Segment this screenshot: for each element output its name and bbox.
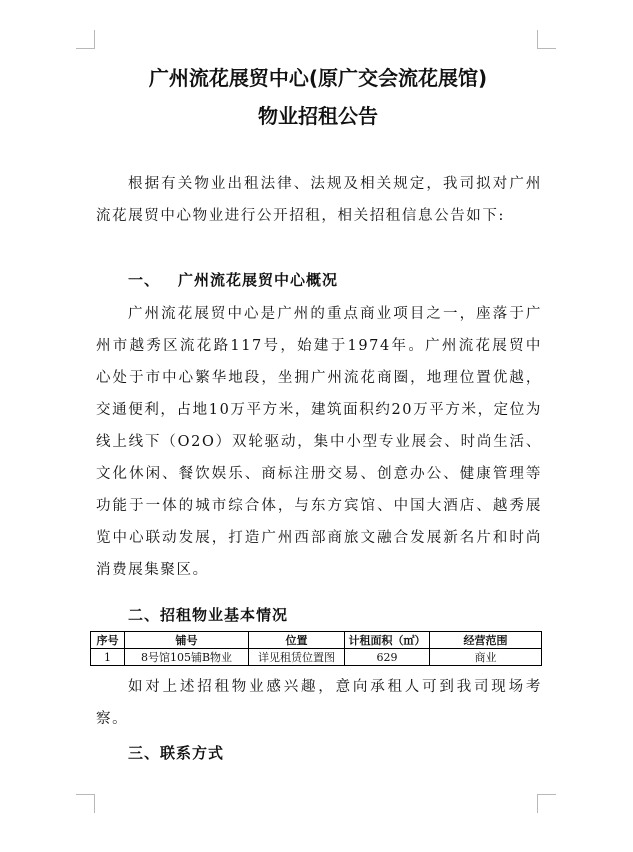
header-shop-no: 铺号: [125, 632, 249, 649]
page-corner-mark-bottom-left: [76, 794, 95, 813]
table-header-row: [91, 632, 542, 649]
section1-number: 一、: [128, 271, 161, 289]
page-corner-mark-top-right: [537, 30, 556, 49]
cell-area: 629: [345, 649, 430, 666]
overview-paragraph: 广州流花展贸中心是广州的重点商业项目之一，座落于广州市越秀区流花路117号，始建于1974年。广州流花展贸中心处于市中心繁华地段，坐拥广州流花商圈，地理位置优越，交通便利，占地10万平方米，建筑面积约20万平方米，定位为线上线下（O2O）双轮驱动，集中小型专业展会、时尚生活、文化休闲、餐饮娱乐、商标注册交易、创意办公、健康管理等功能于一体的城市综合体，与东方宾馆、中国大酒店、越秀展览中心联动发展，打造广州西部商旅文融合发展新名片和时尚消费展集聚区。: [96, 306, 542, 578]
header-location: 位置: [249, 632, 345, 649]
section1-heading: [128, 268, 338, 292]
header-business-scope: 经营范围: [430, 632, 542, 649]
table-row: [91, 649, 542, 666]
section2-heading: 二、招租物业基本情况: [128, 606, 289, 624]
page-corner-mark-top-left: [76, 30, 95, 49]
cell-location: 详见租赁位置图: [249, 649, 345, 666]
document-subtitle: 物业招租公告: [258, 104, 378, 128]
cell-shop-no: 8号馆105铺B物业: [125, 649, 249, 666]
section1-heading-text: 广州流花展贸中心概况: [178, 271, 339, 289]
intro-paragraph: 根据有关物业出租法律、法规及相关规定，我司拟对广州流花展贸中心物业进行公开招租，相关招租信息公告如下:: [96, 176, 542, 224]
page-corner-mark-bottom-right: [537, 794, 556, 813]
header-area: 计租面积（㎡）: [345, 632, 430, 649]
section3-heading: 三、联系方式: [128, 744, 225, 762]
cell-business-scope: 商业: [430, 649, 542, 666]
lease-property-table: [90, 631, 542, 666]
interest-paragraph: 如对上述招租物业感兴趣，意向承租人可到我司现场考察。: [96, 679, 542, 727]
document-title: 广州流花展贸中心(原广交会流花展馆): [148, 66, 488, 90]
cell-serial-no: 1: [91, 649, 125, 666]
header-serial-no: 序号: [91, 632, 125, 649]
